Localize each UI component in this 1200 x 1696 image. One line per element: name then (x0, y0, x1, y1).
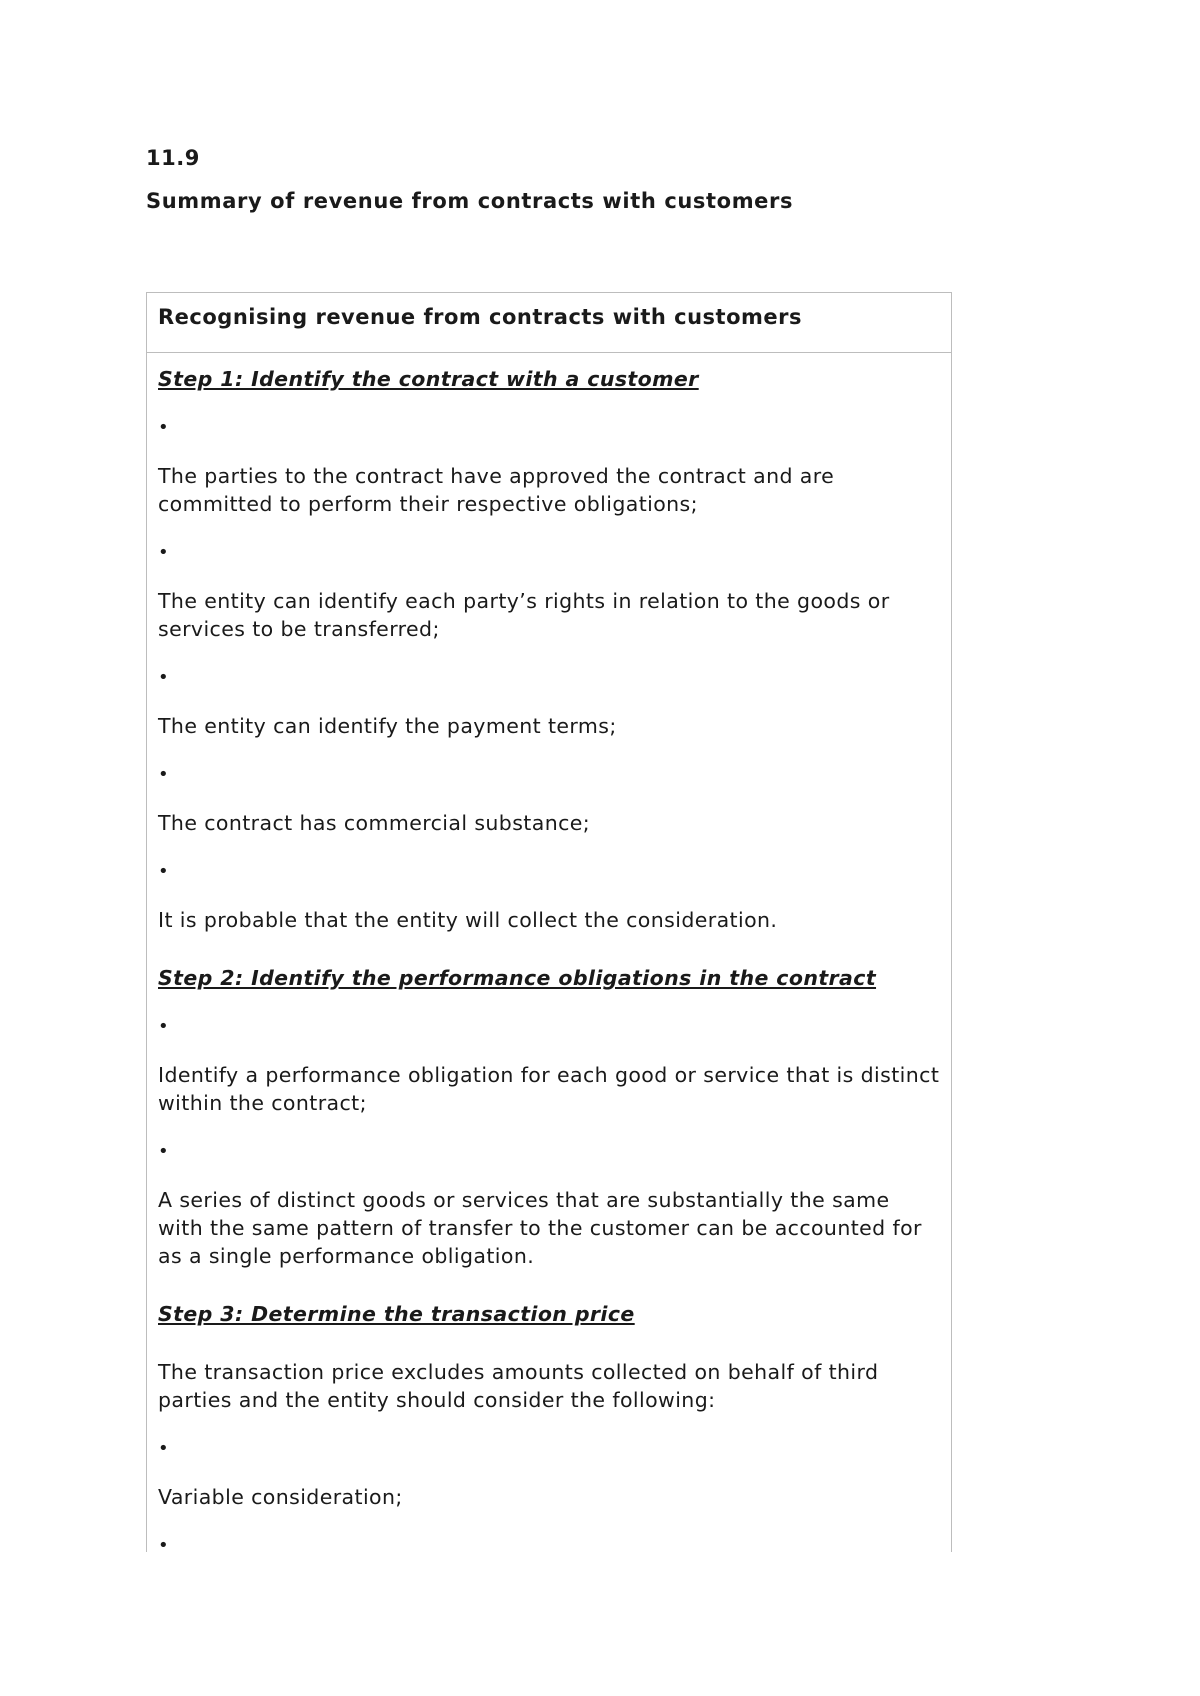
table-header: Recognising revenue from contracts with customers (147, 293, 951, 353)
summary-table (146, 292, 952, 1552)
bullet-icon: • (158, 1016, 170, 1037)
bullet-icon: • (158, 1438, 170, 1459)
step-1-item: It is probable that the entity will collect the consideration. (158, 908, 778, 932)
step-1-item: The contract has commercial substance; (158, 811, 591, 835)
step-3-intro: The transaction price excludes amounts collected on behalf of third parties and the entity should consider the following: (158, 1360, 879, 1412)
bullet-icon: • (158, 667, 170, 688)
step-2-heading: Step 2: Identify the performance obligations in the contract (158, 966, 877, 990)
step-1-item: The parties to the contract have approved the contract and are committed to perform their respective obligations; (158, 464, 835, 516)
step-2-item: Identify a performance obligation for each good or service that is distinct within the contract; (158, 1063, 940, 1115)
bullet-icon: • (158, 764, 170, 785)
section-number: 11.9 (146, 146, 200, 170)
bullet-icon: • (158, 861, 170, 882)
bullet-icon: • (158, 542, 170, 563)
section-title: Summary of revenue from contracts with customers (146, 189, 794, 213)
table-body (147, 365, 951, 1552)
step-1-item: The entity can identify each party’s rights in relation to the goods or services to be transferred; (158, 589, 890, 641)
step-2-item: A series of distinct goods or services that are substantially the same with the same pattern of transfer to the customer can be accounted for as a single performance obligation. (158, 1188, 922, 1268)
step-1-heading: Step 1: Identify the contract with a customer (158, 367, 699, 391)
bullet-icon: • (158, 1141, 170, 1162)
bullet-icon: • (158, 1535, 170, 1552)
bullet-icon: • (158, 417, 170, 438)
step-1-item: The entity can identify the payment terms; (158, 714, 617, 738)
step-3-item: Variable consideration; (158, 1485, 403, 1509)
step-3-heading: Step 3: Determine the transaction price (158, 1302, 635, 1326)
